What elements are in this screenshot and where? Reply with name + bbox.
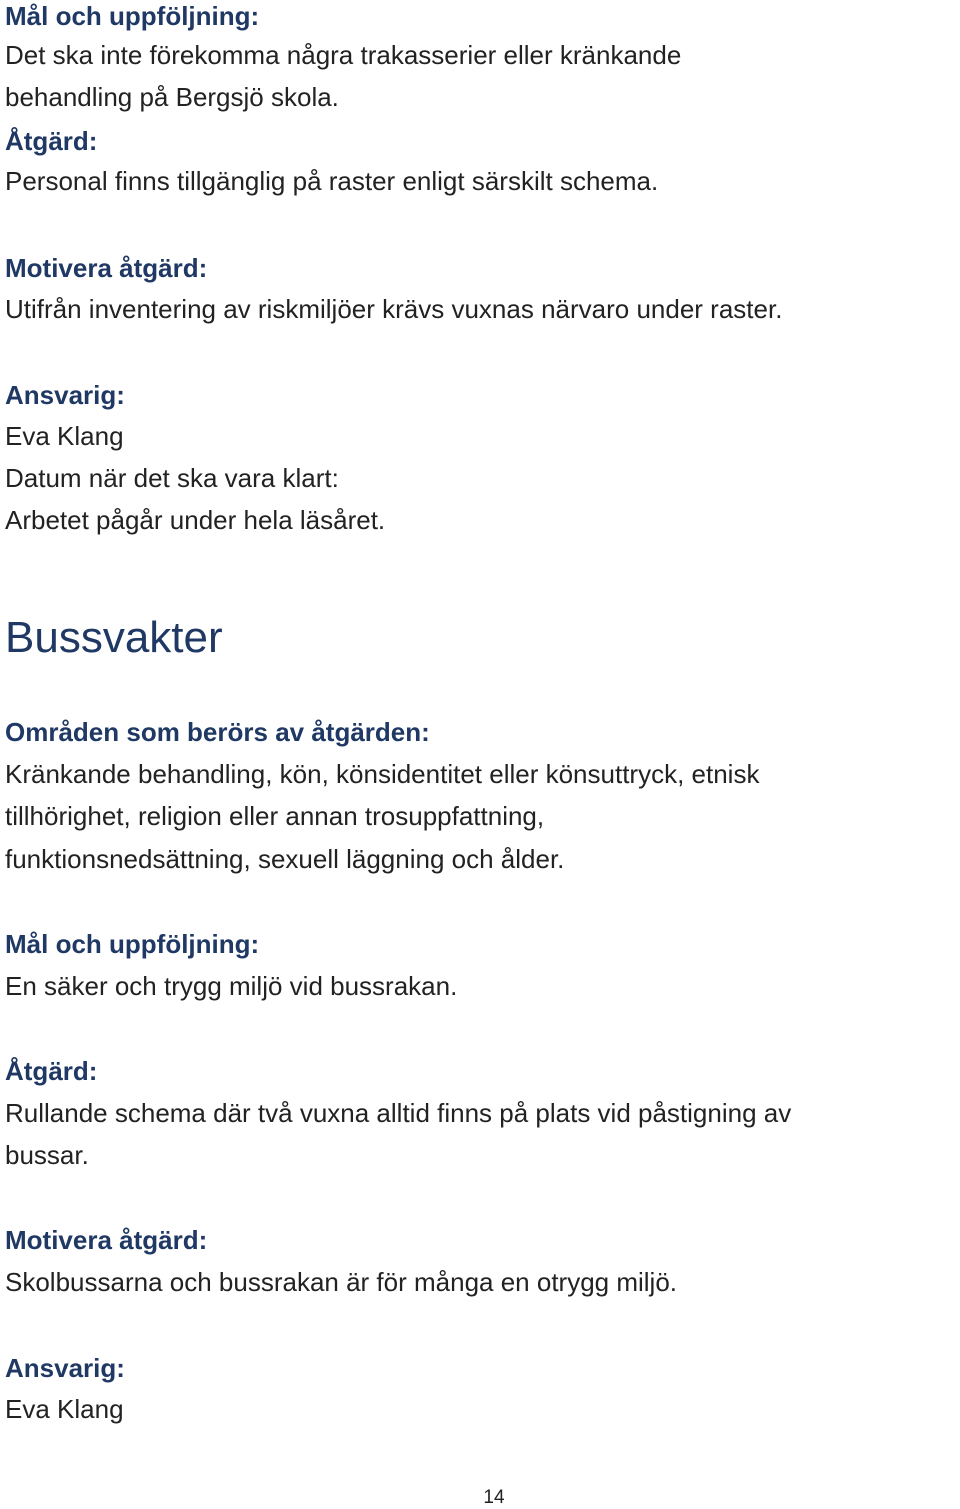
goal-label: Mål och uppföljning:	[5, 1, 260, 31]
areas-text-line-1: Kränkande behandling, kön, könsidentitet eller könsuttryck, etnisk	[5, 759, 760, 789]
action-text-2-line-1: Rullande schema där två vuxna alltid finns på plats vid påstigning av	[5, 1098, 792, 1128]
responsible-label: Ansvarig:	[5, 380, 125, 410]
section-heading: Bussvakter	[5, 613, 223, 662]
goal-text-line-1: Det ska inte förekomma några trakasserier eller kränkande	[5, 40, 682, 70]
responsible-text: Eva Klang	[5, 421, 124, 451]
areas-text-line-3: funktionsnedsättning, sexuell läggning och ålder.	[5, 844, 565, 874]
goal-label-2: Mål och uppföljning:	[5, 929, 260, 959]
goal-text-2: En säker och trygg miljö vid bussrakan.	[5, 971, 458, 1001]
action-label-2: Åtgärd:	[5, 1056, 98, 1086]
action-text: Personal finns tillgänglig på raster enligt särskilt schema.	[5, 166, 659, 196]
page-number: 14	[483, 1487, 505, 1508]
areas-label: Områden som berörs av åtgärden:	[5, 717, 430, 747]
motivate-text: Utifrån inventering av riskmiljöer krävs vuxnas närvaro under raster.	[5, 294, 783, 324]
responsible-label-2: Ansvarig:	[5, 1353, 125, 1383]
motivate-label: Motivera åtgärd:	[5, 253, 208, 283]
date-text: Arbetet pågår under hela läsåret.	[5, 505, 386, 535]
date-label: Datum när det ska vara klart:	[5, 463, 339, 493]
action-label: Åtgärd:	[5, 126, 98, 156]
motivate-label-2: Motivera åtgärd:	[5, 1225, 208, 1255]
areas-text-line-2: tillhörighet, religion eller annan trosuppfattning,	[5, 801, 545, 831]
goal-text-line-2: behandling på Bergsjö skola.	[5, 82, 339, 112]
motivate-text-2: Skolbussarna och bussrakan är för många en otrygg miljö.	[5, 1267, 678, 1297]
responsible-text-2: Eva Klang	[5, 1394, 124, 1424]
action-text-2-line-2: bussar.	[5, 1140, 89, 1170]
